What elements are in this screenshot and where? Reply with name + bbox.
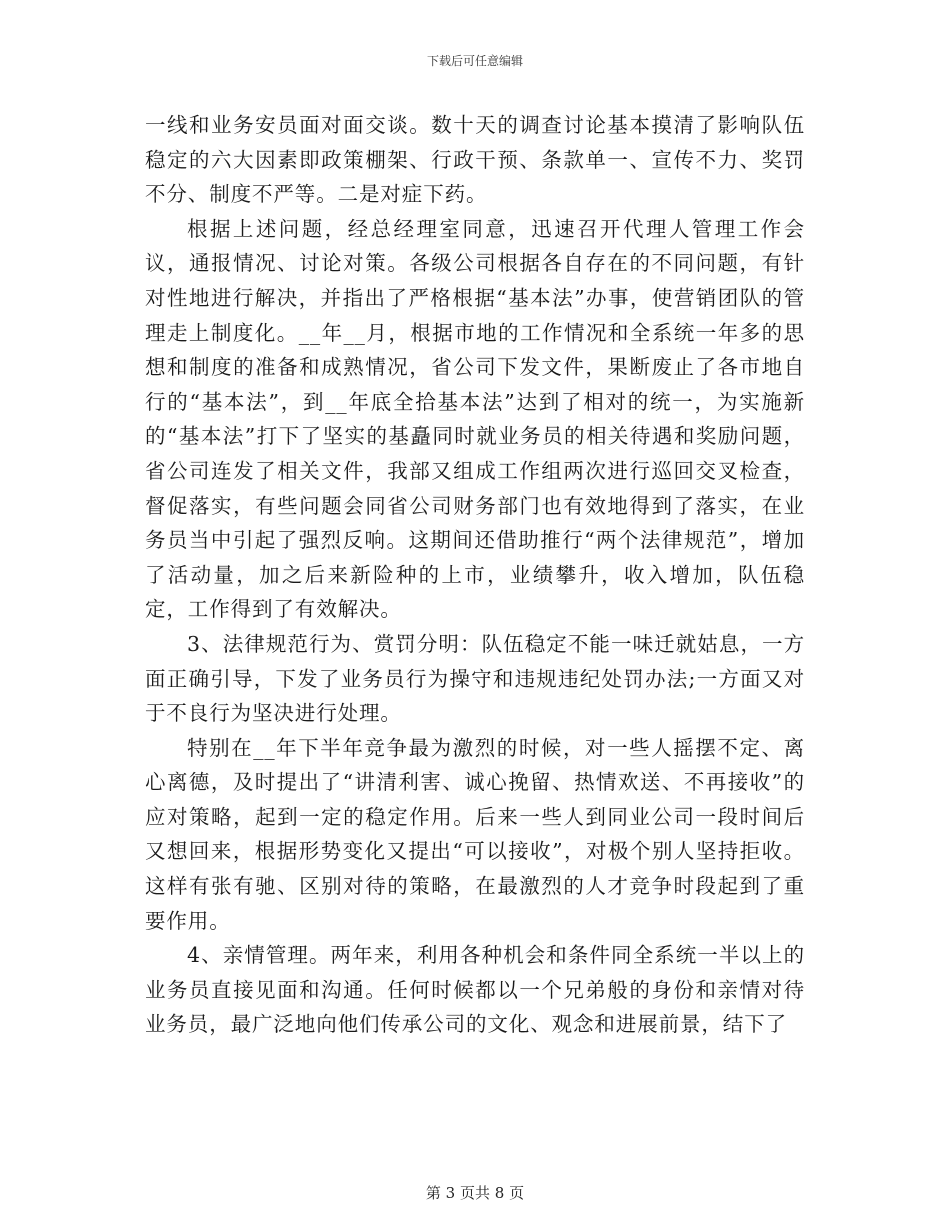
page-number: 第 3 页共 8 页 <box>425 1184 525 1202</box>
paragraph-1: 一线和业务安员面对面交谈。数十天的调查讨论基本摸清了影响队伍稳定的六大因素即政策棚架、行政干预、条款单一、宣传不力、奖罚不分、制度不严等。二是对症下药。 <box>145 113 805 207</box>
paragraph-4: 特别在__年下半年竞争最为激烈的时候，对一些人摇摆不定、离心离德，及时提出了“讲清利害、诚心挽留、热情欢送、不再接收”的应对策略，起到一定的稳定作用。后来一些人到同业公司一段时间后又想回来，根据形势变化又提出“可以接收”，对极个别人坚持拒收。这样有张有驰、区别对待的策略，在最激烈的人才竞争时段起到了重要作用。 <box>145 735 805 933</box>
paragraph-5: 4、亲情管理。两年来，利用各种机会和条件同全系统一半以上的业务员直接见面和沟通。任何时候都以一个兄弟般的身份和亲情对待业务员，最广泛地向他们传承公司的文化、观念和进展前景，结下了 <box>145 943 805 1037</box>
paragraph-3: 3、法律规范行为、赏罚分明：队伍稳定不能一味迁就姑息，一方面正确引导，下发了业务员行为操守和违规违纪处罚办法;一方面又对于不良行为坚决进行处理。 <box>145 631 805 726</box>
paragraph-2: 根据上述问题，经总经理室同意，迅速召开代理人管理工作会议，通报情况、讨论对策。各级公司根据各自存在的不同问题，有针对性地进行解决，并指出了严格根据“基本法”办事，使营销团队的管理走上制度化。__年__月，根据市地的工作情况和全系统一年多的思想和制度的准备和成熟情况，省公司下发文件，果断废止了各市地自行的“基本法”，到__年底全拾基本法”达到了相对的统一，为实施新的“基本法”打下了坚实的基矗同时就业务员的相关待遇和奖励问题，省公司连发了相关文件，我部又组成工作组两次进行巡回交叉检查，督促落实，有些问题会同省公司财务部门也有效地得到了落实，在业务员当中引起了强烈反响。这期间还借助推行“两个法律规范”，增加了活动量，加之后来新险种的上市，业绩攀升，收入增加，队伍稳定，工作得到了有效解决。 <box>145 216 805 622</box>
document-body <box>145 108 805 1042</box>
page-header-note: 下载后可任意编辑 <box>426 54 523 68</box>
